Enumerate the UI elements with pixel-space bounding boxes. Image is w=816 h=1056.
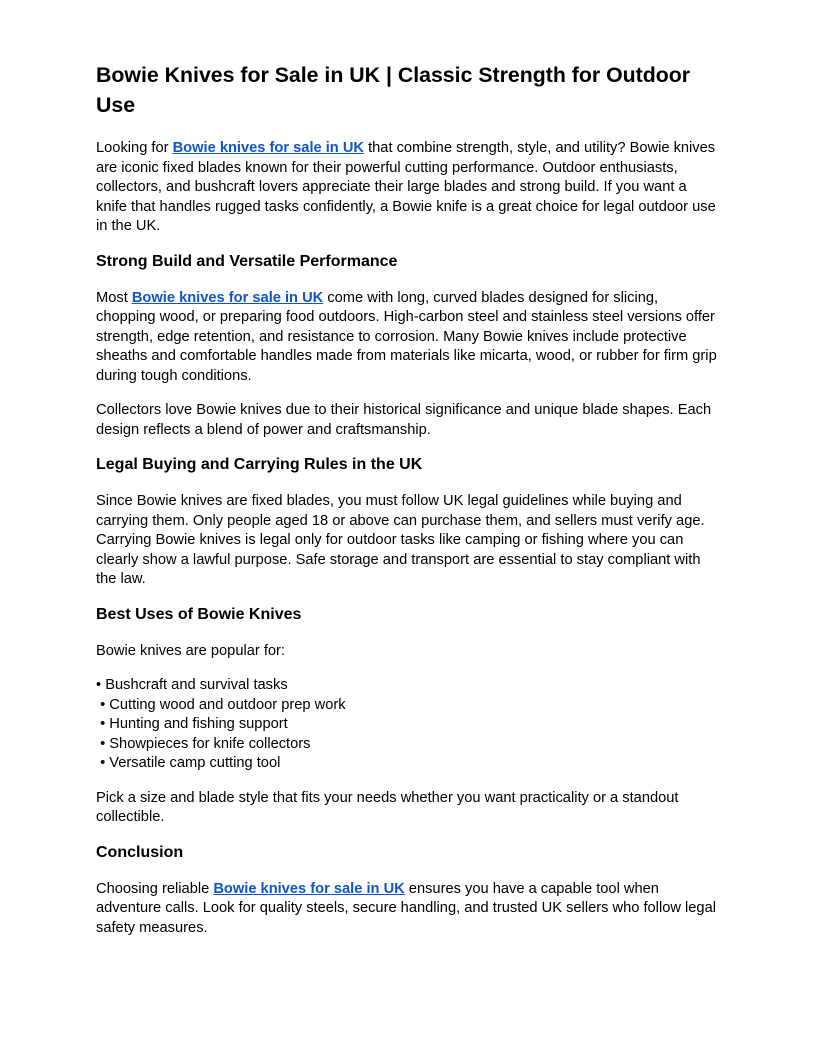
section-heading-legal: Legal Buying and Carrying Rules in the UK: [96, 456, 423, 473]
page-title: Bowie Knives for Sale in UK | Classic Strength for Outdoor Use: [96, 63, 691, 117]
intro-text-before: Looking for: [96, 140, 173, 156]
legal-paragraph: Since Bowie knives are fixed blades, you must follow UK legal guidelines while buying and carrying them. Only people aged 18 or above can purchase them, and sellers must verify age. Carrying Bowie knives is legal only for outdoor tasks like camping or fishing where you can clearly show a lawful purpose. Safe storage and transport are essential to stay compliant with the law.: [96, 493, 705, 587]
best-uses-closing: Pick a size and blade style that fits your needs whether you want practicality or a standout collectible.: [96, 789, 679, 825]
strong-build-bowie-link[interactable]: Bowie knives for sale in UK: [131, 289, 324, 306]
conclusion-text-before: Choosing reliable: [96, 880, 214, 897]
best-uses-intro: Bowie knives are popular for:: [96, 642, 285, 659]
list-item: • Versatile camp cutting tool: [96, 755, 281, 771]
list-item: • Bushcraft and survival tasks: [96, 677, 288, 693]
conclusion-bowie-link[interactable]: Bowie knives for sale in UK: [213, 880, 405, 897]
best-uses-list: [96, 676, 720, 774]
strong-build-text-after: come with long, curved blades designed for slicing, chopping wood, or preparing food outdoors. High-carbon steel and stainless steel versions offer strength, edge retention, and resistance to corrosion. Many Bowie knives include protective sheaths and comfortable handles made from materials like micarta, wood, or rubber for firm grip during tough conditions.: [96, 289, 717, 384]
list-item: • Showpieces for knife collectors: [96, 735, 311, 752]
list-item: • Hunting and fishing support: [96, 716, 288, 732]
strong-build-paragraph-2: Collectors love Bowie knives due to their historical significance and unique blade shapes. Each design reflects a blend of power and craftsmanship.: [96, 402, 712, 438]
document-page: [96, 60, 720, 953]
list-item: • Cutting wood and outdoor prep work: [96, 696, 346, 713]
intro-paragraph: [96, 139, 720, 237]
section-heading-best-uses: Best Uses of Bowie Knives: [96, 605, 302, 623]
conclusion-text-after: ensures you have a capable tool when adventure calls. Look for quality steels, secure handling, and trusted UK sellers who follow legal safety measures.: [96, 880, 716, 936]
strong-build-text-before: Most: [96, 289, 132, 306]
intro-bowie-link[interactable]: Bowie knives for sale in UK: [172, 140, 364, 156]
strong-build-paragraph-1: [96, 289, 720, 387]
conclusion-paragraph: [96, 880, 720, 939]
intro-text-after: that combine strength, style, and utility? Bowie knives are iconic fixed blades known for their powerful cutting performance. Outdoor enthusiasts, collectors, and bushcraft lovers appreciate their large blades and strong build. If you want a knife that handles rugged tasks confidently, a Bowie knife is a great choice for legal outdoor use in the UK.: [96, 140, 716, 234]
section-heading-conclusion: Conclusion: [96, 843, 184, 861]
section-heading-strong-build: Strong Build and Versatile Performance: [96, 252, 398, 270]
